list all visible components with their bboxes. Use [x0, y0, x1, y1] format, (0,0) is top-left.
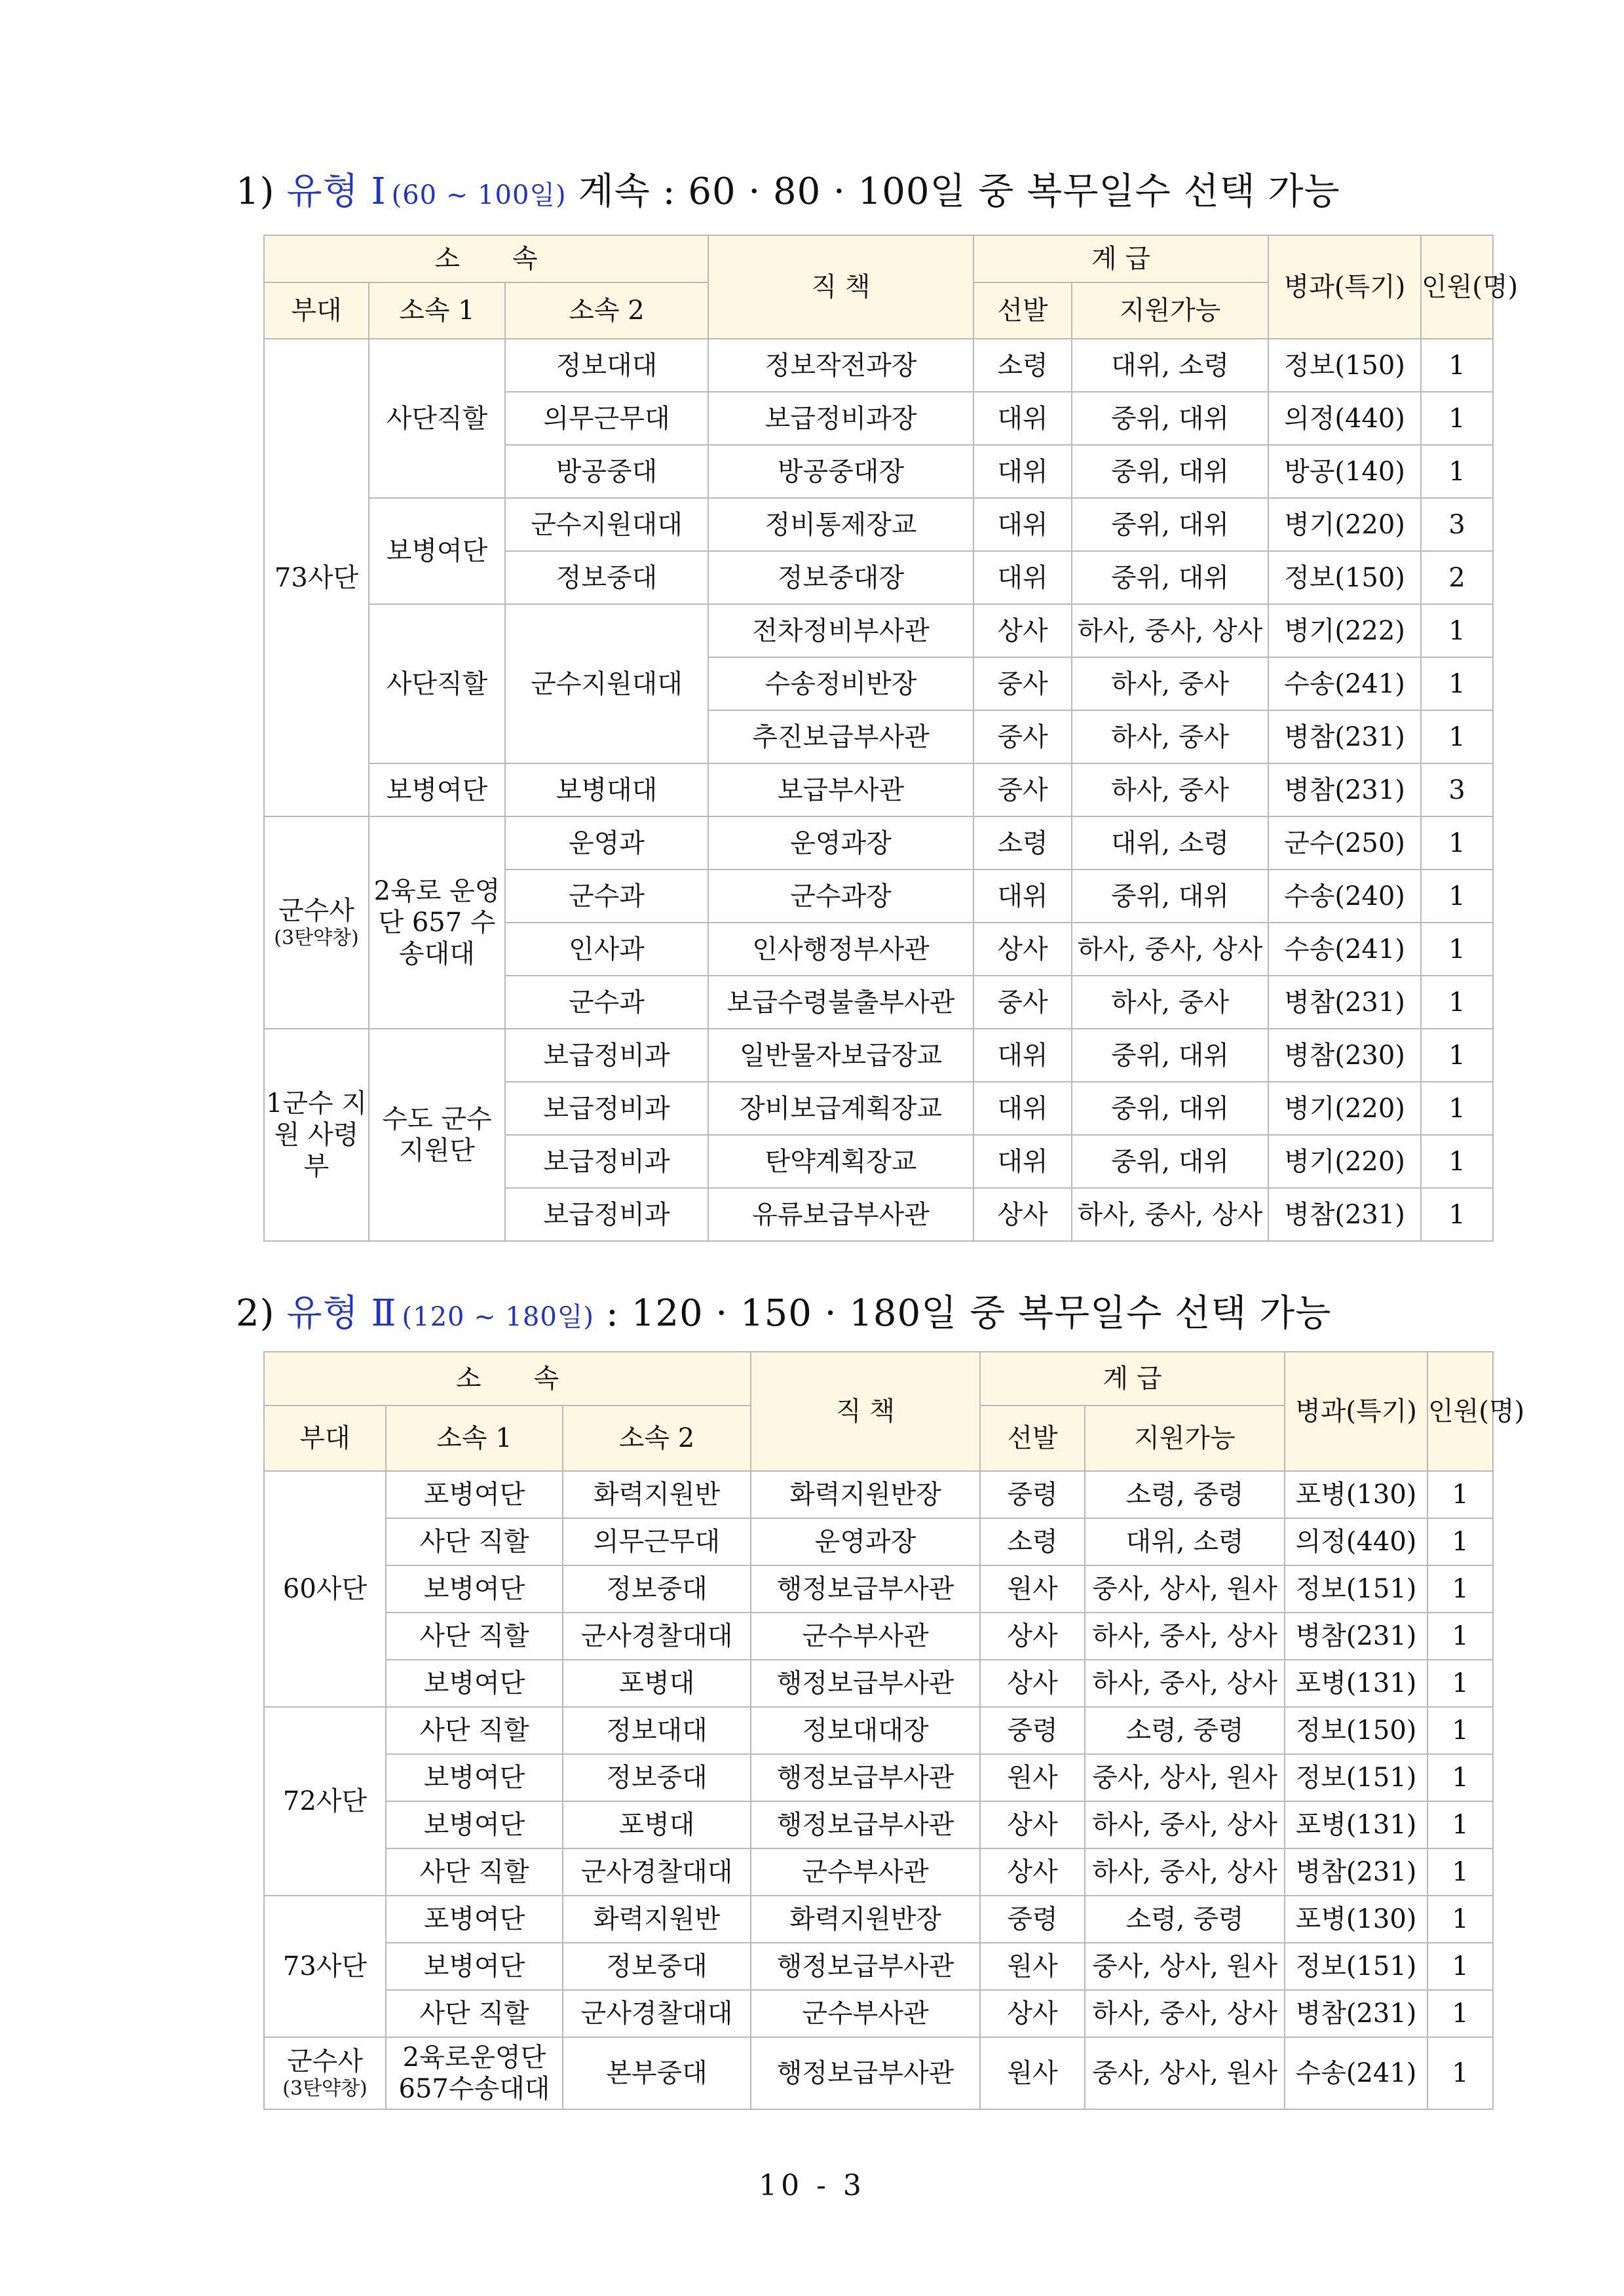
table-header-row: [264, 235, 1493, 282]
eligible-cell: 중위, 대위: [1072, 1082, 1268, 1135]
sub1-cell: 수도 군수 지원단: [369, 1029, 505, 1241]
personnel-cell: 1: [1427, 1896, 1493, 1943]
header-specialty: 병과(특기): [1285, 1352, 1427, 1471]
sub2-cell: 군사경찰대대: [563, 1990, 751, 2037]
header-eligible: 지원가능: [1072, 282, 1268, 339]
sub2-cell: 포병대: [563, 1801, 751, 1848]
header-sub2: 소속 2: [563, 1406, 751, 1471]
table-header-row: [264, 1352, 1493, 1406]
sub2-cell: 정보중대: [563, 1943, 751, 1990]
eligible-cell: 중위, 대위: [1072, 551, 1268, 604]
eligible-cell: 중사, 상사, 원사: [1085, 1754, 1285, 1801]
sub2-cell: 군수과: [505, 976, 708, 1029]
eligible-cell: 하사, 중사, 상사: [1085, 1613, 1285, 1660]
sub1-cell: 보병여단: [386, 1754, 563, 1801]
position-cell: 보급수령불출부사관: [708, 976, 973, 1029]
specialty-cell: 병참(231): [1268, 710, 1421, 763]
selection-cell: 대위: [973, 1029, 1072, 1082]
header-affiliation: 소 속: [264, 1352, 751, 1406]
section-1-heading: [236, 163, 1340, 215]
sub2-cell: 정보대대: [505, 339, 708, 392]
sub1-cell: 포병여단: [386, 1896, 563, 1943]
position-cell: 군수과장: [708, 870, 973, 923]
position-cell: 방공중대장: [708, 445, 973, 498]
eligible-cell: 소령, 중령: [1085, 1896, 1285, 1943]
eligible-cell: 중사, 상사, 원사: [1085, 1565, 1285, 1613]
header-rank: 계 급: [980, 1352, 1285, 1406]
specialty-cell: 병참(231): [1285, 1848, 1427, 1896]
specialty-cell: 포병(130): [1285, 1896, 1427, 1943]
position-cell: 화력지원반장: [751, 1896, 980, 1943]
selection-cell: 소령: [973, 816, 1072, 870]
sub2-cell: 화력지원반: [563, 1471, 751, 1518]
position-cell: 행정보급부사관: [751, 1660, 980, 1707]
personnel-cell: 1: [1421, 657, 1493, 710]
personnel-cell: 1: [1427, 1943, 1493, 1990]
table-row: [264, 1613, 1493, 1660]
unit-cell: 73사단: [264, 339, 369, 816]
selection-cell: 중령: [980, 1471, 1085, 1518]
header-selection: 선발: [973, 282, 1072, 339]
eligible-cell: 하사, 중사, 상사: [1072, 923, 1268, 976]
unit-cell: [264, 816, 369, 1029]
personnel-cell: 1: [1427, 1660, 1493, 1707]
selection-cell: 중사: [973, 710, 1072, 763]
position-cell: 정비통제장교: [708, 498, 973, 551]
specialty-cell: 병기(220): [1268, 1082, 1421, 1135]
sub2-cell: 정보중대: [505, 551, 708, 604]
eligible-cell: 하사, 중사, 상사: [1072, 1188, 1268, 1241]
personnel-cell: 1: [1427, 1754, 1493, 1801]
specialty-cell: 병기(222): [1268, 604, 1421, 657]
specialty-cell: 병참(231): [1285, 1990, 1427, 2037]
selection-cell: 상사: [980, 1660, 1085, 1707]
selection-cell: 대위: [973, 392, 1072, 445]
sub1-cell: 2육로운영단 657수송대대: [386, 2037, 563, 2109]
table-row: [264, 763, 1493, 816]
personnel-cell: 1: [1427, 1613, 1493, 1660]
page-number: 10 - 3: [759, 2169, 865, 2202]
table-row: [264, 816, 1493, 870]
selection-cell: 대위: [973, 1135, 1072, 1188]
unit-cell: 72사단: [264, 1707, 386, 1896]
sub1-cell: 포병여단: [386, 1471, 563, 1518]
selection-cell: 중령: [980, 1707, 1085, 1754]
sub1-cell: 보병여단: [386, 1660, 563, 1707]
sub2-cell: 정보중대: [563, 1754, 751, 1801]
selection-cell: 원사: [980, 1565, 1085, 1613]
eligible-cell: 하사, 중사: [1072, 657, 1268, 710]
specialty-cell: 정보(150): [1285, 1707, 1427, 1754]
table-row: [264, 1896, 1493, 1943]
table-row: [264, 1990, 1493, 2037]
specialty-cell: 병기(220): [1268, 498, 1421, 551]
sub2-cell: 군수지원대대: [505, 498, 708, 551]
personnel-cell: 1: [1427, 1518, 1493, 1565]
sub2-cell: 포병대: [563, 1660, 751, 1707]
sub2-cell: 방공중대: [505, 445, 708, 498]
header-unit: 부대: [264, 282, 369, 339]
position-cell: 행정보급부사관: [751, 1943, 980, 1990]
personnel-cell: 1: [1421, 870, 1493, 923]
selection-cell: 소령: [973, 339, 1072, 392]
specialty-cell: 군수(250): [1268, 816, 1421, 870]
personnel-cell: 2: [1421, 551, 1493, 604]
eligible-cell: 중위, 대위: [1072, 445, 1268, 498]
sub2-cell: 군수지원대대: [505, 604, 708, 763]
section-2-description: : 120 · 150 · 180일 중 복무일수 선택 가능: [606, 1292, 1332, 1335]
position-cell: 유류보급부사관: [708, 1188, 973, 1241]
selection-cell: 상사: [973, 923, 1072, 976]
unit-cell: 60사단: [264, 1471, 386, 1707]
personnel-cell: 1: [1427, 1848, 1493, 1896]
section-1-type-label: 유형 Ⅰ: [286, 170, 387, 213]
eligible-cell: 하사, 중사, 상사: [1085, 1660, 1285, 1707]
personnel-cell: 1: [1421, 604, 1493, 657]
personnel-cell: 3: [1421, 763, 1493, 816]
personnel-cell: 1: [1421, 816, 1493, 870]
unit-name: 군수사: [278, 896, 354, 926]
eligible-cell: 중위, 대위: [1072, 1029, 1268, 1082]
sub2-cell: 군수과: [505, 870, 708, 923]
sub2-cell: 의무근무대: [563, 1518, 751, 1565]
eligible-cell: 중위, 대위: [1072, 498, 1268, 551]
eligible-cell: 대위, 소령: [1085, 1518, 1285, 1565]
eligible-cell: 하사, 중사: [1072, 763, 1268, 816]
personnel-cell: 1: [1427, 1565, 1493, 1613]
table-row: [264, 1660, 1493, 1707]
table-type-2: [263, 1351, 1525, 2110]
position-cell: 행정보급부사관: [751, 1801, 980, 1848]
table-row: [264, 1754, 1493, 1801]
position-cell: 수송정비반장: [708, 657, 973, 710]
position-cell: 보급부사관: [708, 763, 973, 816]
personnel-cell: 1: [1421, 1082, 1493, 1135]
sub2-cell: 군사경찰대대: [563, 1613, 751, 1660]
sub1-cell: 사단 직할: [386, 1613, 563, 1660]
header-personnel: 인원(명): [1421, 235, 1493, 339]
specialty-cell: 의정(440): [1285, 1518, 1427, 1565]
header-sub1: 소속 1: [386, 1406, 563, 1471]
selection-cell: 원사: [980, 2037, 1085, 2109]
section-2-heading: [236, 1284, 1331, 1337]
specialty-cell: 수송(240): [1268, 870, 1421, 923]
personnel-cell: 1: [1427, 1471, 1493, 1518]
eligible-cell: 하사, 중사, 상사: [1072, 604, 1268, 657]
table-row: [264, 2037, 1493, 2109]
position-cell: 행정보급부사관: [751, 1565, 980, 1613]
sub2-cell: 보급정비과: [505, 1135, 708, 1188]
sub2-cell: 인사과: [505, 923, 708, 976]
sub1-cell: 보병여단: [386, 1801, 563, 1848]
selection-cell: 상사: [980, 1848, 1085, 1896]
eligible-cell: 하사, 중사, 상사: [1085, 1990, 1285, 2037]
specialty-cell: 병참(230): [1268, 1029, 1421, 1082]
specialty-cell: 병기(220): [1268, 1135, 1421, 1188]
personnel-cell: 1: [1421, 1029, 1493, 1082]
header-selection: 선발: [980, 1406, 1085, 1471]
eligible-cell: 중사, 상사, 원사: [1085, 2037, 1285, 2109]
table-row: [264, 339, 1493, 392]
sub2-cell: 보급정비과: [505, 1188, 708, 1241]
position-cell: 행정보급부사관: [751, 2037, 980, 2109]
sub1-cell: 사단 직할: [386, 1707, 563, 1754]
table-row: [264, 1471, 1493, 1518]
selection-cell: 대위: [973, 1082, 1072, 1135]
selection-cell: 대위: [973, 870, 1072, 923]
position-cell: 탄약계획장교: [708, 1135, 973, 1188]
personnel-cell: 1: [1427, 1801, 1493, 1848]
sub2-cell: 정보중대: [563, 1565, 751, 1613]
header-sub1: 소속 1: [369, 282, 505, 339]
personnel-cell: 1: [1421, 392, 1493, 445]
sub1-cell: 사단 직할: [386, 1848, 563, 1896]
selection-cell: 중령: [980, 1896, 1085, 1943]
section-1-number: 1): [236, 170, 275, 213]
table-row: [264, 1848, 1493, 1896]
header-affiliation: 소 속: [264, 235, 708, 282]
specialty-cell: 의정(440): [1268, 392, 1421, 445]
unit-cell: [264, 2037, 386, 2109]
position-cell: 군수부사관: [751, 1613, 980, 1660]
specialty-cell: 포병(131): [1285, 1660, 1427, 1707]
specialty-cell: 병참(231): [1268, 1188, 1421, 1241]
eligible-cell: 하사, 중사, 상사: [1085, 1848, 1285, 1896]
selection-cell: 대위: [973, 445, 1072, 498]
header-personnel: 인원(명): [1427, 1352, 1493, 1471]
selection-cell: 중사: [973, 976, 1072, 1029]
sub2-cell: 화력지원반: [563, 1896, 751, 1943]
specialty-cell: 정보(151): [1285, 1565, 1427, 1613]
sub2-cell: 본부중대: [563, 2037, 751, 2109]
specialty-cell: 병참(231): [1268, 763, 1421, 816]
unit-name: 군수사: [287, 2046, 363, 2076]
sub2-cell: 보급정비과: [505, 1082, 708, 1135]
sub1-cell: 사단 직할: [386, 1990, 563, 2037]
table-row: [264, 1943, 1493, 1990]
sub2-cell: 군사경찰대대: [563, 1848, 751, 1896]
section-2-number: 2): [236, 1292, 275, 1335]
personnel-cell: 1: [1427, 1707, 1493, 1754]
specialty-cell: 포병(130): [1285, 1471, 1427, 1518]
eligible-cell: 하사, 중사: [1072, 976, 1268, 1029]
selection-cell: 대위: [973, 551, 1072, 604]
position-cell: 정보작전과장: [708, 339, 973, 392]
sub1-cell: 보병여단: [369, 498, 505, 604]
position-cell: 추진보급부사관: [708, 710, 973, 763]
personnel-cell: 1: [1427, 2037, 1493, 2109]
selection-cell: 상사: [980, 1613, 1085, 1660]
personnel-cell: 1: [1421, 1135, 1493, 1188]
personnel-cell: 1: [1421, 339, 1493, 392]
eligible-cell: 대위, 소령: [1072, 339, 1268, 392]
position-cell: 보급정비과장: [708, 392, 973, 445]
personnel-cell: 1: [1421, 923, 1493, 976]
sub2-cell: 정보대대: [563, 1707, 751, 1754]
personnel-cell: 1: [1427, 1990, 1493, 2037]
personnel-cell: 1: [1421, 710, 1493, 763]
selection-cell: 원사: [980, 1943, 1085, 1990]
specialty-cell: 병참(231): [1285, 1613, 1427, 1660]
table-row: [264, 1707, 1493, 1754]
position-cell: 정보대대장: [751, 1707, 980, 1754]
section-1-range: (60 ~ 100일): [391, 180, 567, 210]
section-1-description: 계속 : 60 · 80 · 100일 중 복무일수 선택 가능: [578, 170, 1340, 213]
sub1-cell: 사단직할: [369, 339, 505, 498]
personnel-cell: 3: [1421, 498, 1493, 551]
eligible-cell: 중위, 대위: [1072, 870, 1268, 923]
personnel-cell: 1: [1421, 1188, 1493, 1241]
table-row: [264, 604, 1493, 657]
selection-cell: 상사: [973, 604, 1072, 657]
selection-cell: 원사: [980, 1754, 1085, 1801]
eligible-cell: 중위, 대위: [1072, 1135, 1268, 1188]
position-cell: 운영과장: [751, 1518, 980, 1565]
table-type-1: [263, 235, 1519, 1242]
position-cell: 장비보급계획장교: [708, 1082, 973, 1135]
position-cell: 운영과장: [708, 816, 973, 870]
position-cell: 인사행정부사관: [708, 923, 973, 976]
header-eligible: 지원가능: [1085, 1406, 1285, 1471]
eligible-cell: 하사, 중사: [1072, 710, 1268, 763]
position-cell: 군수부사관: [751, 1990, 980, 2037]
selection-cell: 중사: [973, 763, 1072, 816]
eligible-cell: 중사, 상사, 원사: [1085, 1943, 1285, 1990]
header-specialty: 병과(특기): [1268, 235, 1421, 339]
unit-cell: 73사단: [264, 1896, 386, 2037]
sub1-cell: 보병여단: [386, 1943, 563, 1990]
sub1-cell: 보병여단: [369, 763, 505, 816]
specialty-cell: 정보(150): [1268, 551, 1421, 604]
sub1-cell: 사단 직할: [386, 1518, 563, 1565]
selection-cell: 중사: [973, 657, 1072, 710]
sub1-cell: 사단직할: [369, 604, 505, 763]
sub2-cell: 의무근무대: [505, 392, 708, 445]
specialty-cell: 수송(241): [1268, 923, 1421, 976]
unit-note: (3탄약창): [282, 2077, 368, 2100]
unit-note: (3탄약창): [274, 927, 359, 949]
eligible-cell: 소령, 중령: [1085, 1471, 1285, 1518]
unit-cell: 1군수 지원 사령부: [264, 1029, 369, 1241]
specialty-cell: 방공(140): [1268, 445, 1421, 498]
specialty-cell: 정보(151): [1285, 1943, 1427, 1990]
header-rank: 계 급: [973, 235, 1268, 282]
selection-cell: 상사: [980, 1990, 1085, 2037]
selection-cell: 소령: [980, 1518, 1085, 1565]
personnel-cell: 1: [1421, 976, 1493, 1029]
eligible-cell: 대위, 소령: [1072, 816, 1268, 870]
table-row: [264, 1518, 1493, 1565]
table-row: [264, 498, 1493, 551]
sub2-cell: 보급정비과: [505, 1029, 708, 1082]
position-cell: 전차정비부사관: [708, 604, 973, 657]
sub1-cell: 보병여단: [386, 1565, 563, 1613]
selection-cell: 상사: [973, 1188, 1072, 1241]
sub1-cell: 2육로 운영단 657 수송대대: [369, 816, 505, 1029]
header-position: 직 책: [708, 235, 973, 339]
position-cell: 행정보급부사관: [751, 1754, 980, 1801]
table-row: [264, 1565, 1493, 1613]
section-2-range: (120 ~ 180일): [402, 1302, 595, 1332]
section-2-type-label: 유형 Ⅱ: [286, 1292, 397, 1335]
specialty-cell: 정보(151): [1285, 1754, 1427, 1801]
selection-cell: 상사: [980, 1801, 1085, 1848]
specialty-cell: 정보(150): [1268, 339, 1421, 392]
header-position: 직 책: [751, 1352, 980, 1471]
position-cell: 화력지원반장: [751, 1471, 980, 1518]
sub2-cell: 보병대대: [505, 763, 708, 816]
eligible-cell: 소령, 중령: [1085, 1707, 1285, 1754]
specialty-cell: 병참(231): [1268, 976, 1421, 1029]
personnel-cell: 1: [1421, 445, 1493, 498]
position-cell: 군수부사관: [751, 1848, 980, 1896]
position-cell: 일반물자보급장교: [708, 1029, 973, 1082]
specialty-cell: 포병(131): [1285, 1801, 1427, 1848]
selection-cell: 대위: [973, 498, 1072, 551]
specialty-cell: 수송(241): [1285, 2037, 1427, 2109]
header-unit: 부대: [264, 1406, 386, 1471]
position-cell: 정보중대장: [708, 551, 973, 604]
eligible-cell: 중위, 대위: [1072, 392, 1268, 445]
eligible-cell: 하사, 중사, 상사: [1085, 1801, 1285, 1848]
sub2-cell: 운영과: [505, 816, 708, 870]
table-row: [264, 1029, 1493, 1082]
header-sub2: 소속 2: [505, 282, 708, 339]
table-row: [264, 1801, 1493, 1848]
specialty-cell: 수송(241): [1268, 657, 1421, 710]
